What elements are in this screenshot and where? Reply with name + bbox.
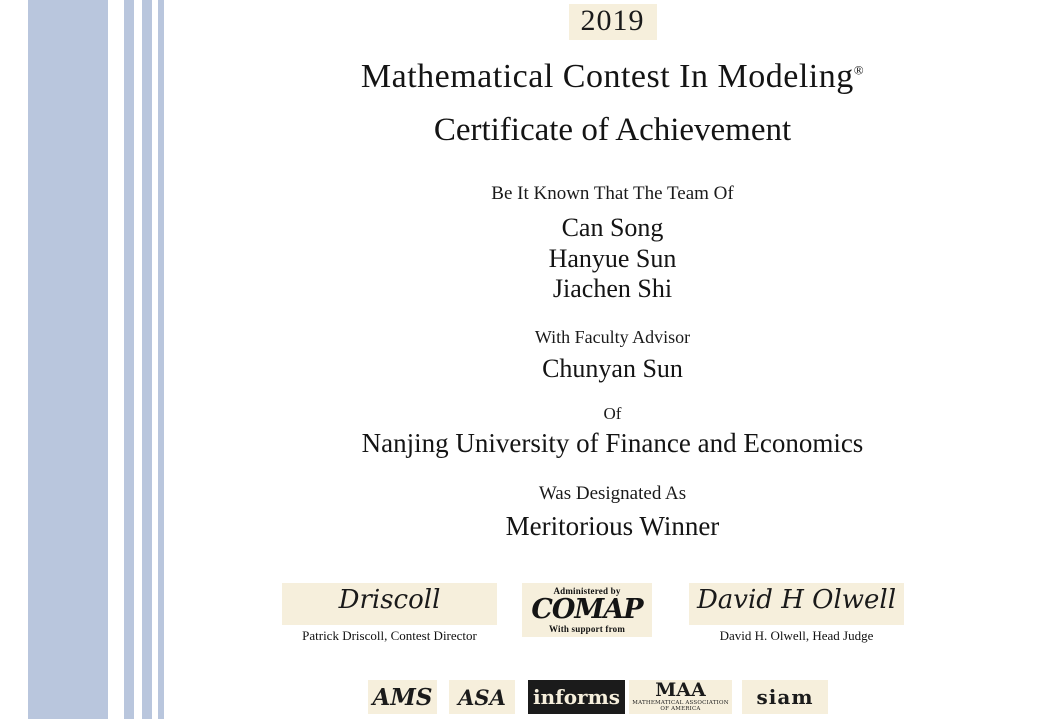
contest-year: 2019 xyxy=(569,4,657,40)
signature-block-contest-director xyxy=(282,583,497,644)
margin-band-wide xyxy=(28,0,108,719)
maa-logo xyxy=(629,680,732,714)
margin-band-thin-2 xyxy=(142,0,152,719)
comap-block xyxy=(522,583,652,637)
team-member: Can Song xyxy=(561,213,664,242)
siam-logo: siam xyxy=(742,680,828,714)
registered-trademark-mark: ® xyxy=(853,62,865,78)
year-row xyxy=(164,0,1061,36)
contest-title-text: Mathematical Contest In Modeling xyxy=(360,58,854,95)
comap-logo: COMAP xyxy=(531,594,643,625)
sponsor-logo-strip xyxy=(164,680,1061,719)
support-from-label: With support from xyxy=(548,624,626,635)
advisor-label: With Faculty Advisor xyxy=(534,327,691,348)
signature-row xyxy=(164,583,1061,673)
team-lead-text: Be It Known That The Team Of xyxy=(491,183,734,204)
contest-title xyxy=(164,58,1061,96)
signature-script-driscoll: Driscoll xyxy=(338,585,441,615)
signature-image-driscoll xyxy=(282,583,497,625)
maa-logo-subtitle: MATHEMATICAL ASSOCIATION OF AMERICA xyxy=(632,700,729,712)
signature-block-head-judge xyxy=(689,583,904,644)
certificate-body xyxy=(164,0,1061,719)
designation-label: Was Designated As xyxy=(538,483,687,505)
signature-caption-driscoll: Patrick Driscoll, Contest Director xyxy=(302,628,477,643)
award-title: Meritorious Winner xyxy=(505,511,720,542)
margin-gap-1 xyxy=(108,0,124,719)
administered-by-label: Administered by xyxy=(553,586,621,596)
margin-gap-2 xyxy=(134,0,142,719)
signature-script-olwell: David H Olwell xyxy=(696,585,897,615)
certificate-subtitle: Certificate of Achievement xyxy=(433,112,792,148)
page-margin-left xyxy=(0,0,28,719)
margin-band-thin-1 xyxy=(124,0,134,719)
team-member: Hanyue Sun xyxy=(548,243,677,273)
advisor-name: Chunyan Sun xyxy=(542,354,683,384)
asa-logo: ASA xyxy=(449,680,515,714)
of-label: Of xyxy=(603,404,622,424)
maa-logo-label: MAA xyxy=(655,679,706,702)
signature-image-olwell xyxy=(689,583,904,625)
team-member: Jiachen Shi xyxy=(552,274,673,304)
informs-logo: informs xyxy=(528,680,625,714)
institution-name: Nanjing University of Finance and Economics xyxy=(361,428,864,459)
signature-caption-olwell: David H. Olwell, Head Judge xyxy=(719,628,874,643)
comap-stamp xyxy=(522,583,652,637)
ams-logo: AMS xyxy=(368,680,437,714)
team-member-list xyxy=(164,213,1061,305)
